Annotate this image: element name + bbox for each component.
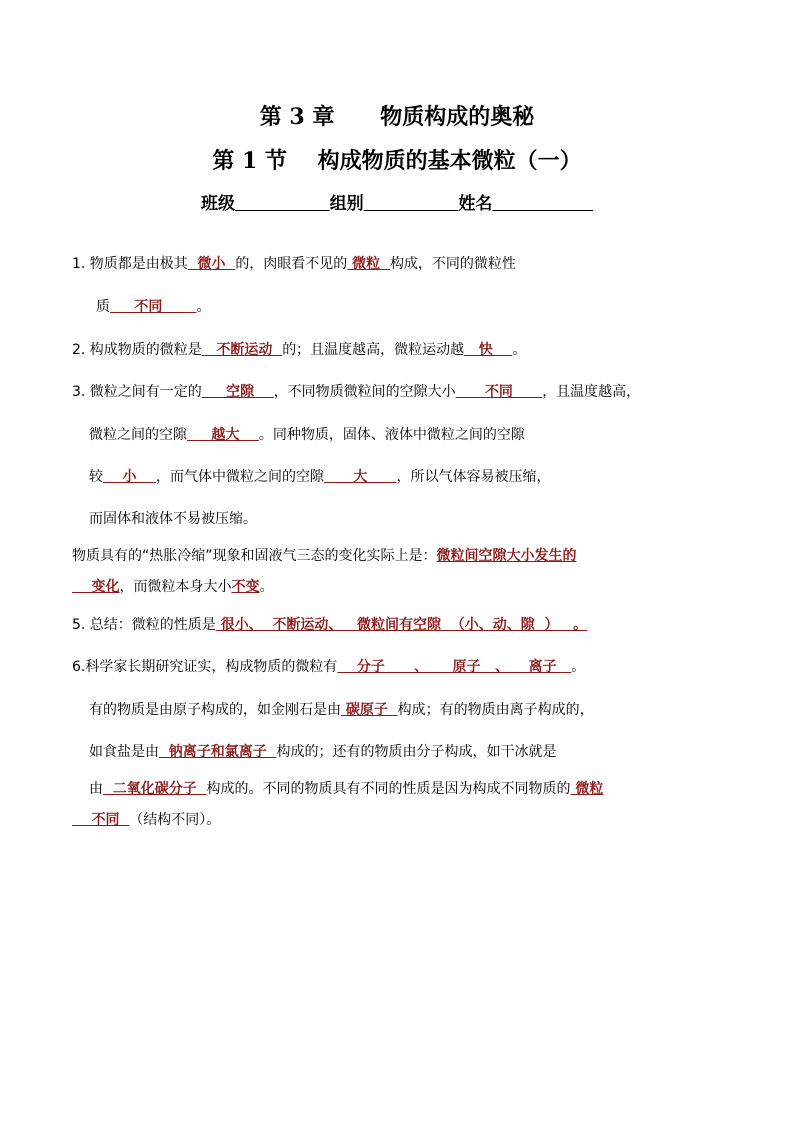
question-3-line-1 xyxy=(72,382,640,402)
question-text: 2. 构成物质的微粒是 xyxy=(72,342,202,358)
question-6-line-2 xyxy=(89,700,594,720)
question-6-line-3 xyxy=(89,742,557,762)
answer-blank: 钠离子和氯离子 xyxy=(159,744,277,760)
answer-blank: 二氧化碳分子 xyxy=(103,781,207,797)
question-text: 构成的；还有的物质由分子构成，如干冰就是 xyxy=(276,744,557,760)
question-5 xyxy=(72,615,587,635)
question-text: （结构不同）。 xyxy=(129,812,221,828)
question-text: 的，肉眼看不见的 xyxy=(235,256,348,272)
answer-blank: 微粒 xyxy=(570,781,604,797)
name-blank[interactable] xyxy=(492,194,593,214)
group-blank[interactable] xyxy=(364,194,459,214)
question-text: 1. 物质都是由极其 xyxy=(72,256,188,272)
student-info-line xyxy=(0,189,794,214)
question-text: 构成；有的物质由离子构成的， xyxy=(397,702,594,718)
answer-blank: 分子 、 原子 、 离子 xyxy=(337,659,572,675)
question-text: 有的物质是由原子构成的，如金刚石是由 xyxy=(89,702,341,718)
answer-blank: 碳原子 xyxy=(341,702,398,718)
question-text: 微粒之间的空隙 xyxy=(89,427,187,443)
answer-blank: 不变 xyxy=(231,579,260,595)
question-4-line-2 xyxy=(72,577,274,597)
answer-blank: 很小、 不断运动、 微粒间有空隙 （小、动、隙 ） 。 xyxy=(215,617,588,633)
chapter-title: 第 3 章 物质构成的奥秘 xyxy=(259,104,535,130)
answer-blank: 不同 xyxy=(455,384,543,400)
question-text: 质 xyxy=(96,299,110,315)
question-1-line-2 xyxy=(96,297,211,317)
question-6-line-4 xyxy=(89,779,603,799)
question-text: 。 xyxy=(259,579,274,595)
question-text: 由 xyxy=(89,781,103,797)
question-text: 构成，不同的微粒性 xyxy=(389,256,516,272)
answer-blank: 不同 xyxy=(72,812,130,828)
question-1-line-1 xyxy=(72,254,516,274)
answer-blank: 不断运动 xyxy=(201,342,283,358)
question-3-line-4 xyxy=(89,509,257,529)
question-6-line-5 xyxy=(72,810,220,830)
class-label: 班级 xyxy=(200,194,235,214)
question-3-line-2 xyxy=(89,425,525,445)
question-text: 6.科学家长期研究证实，构成物质的微粒有 xyxy=(72,659,338,675)
answer-blank: 快 xyxy=(464,342,513,358)
question-text: 较 xyxy=(89,469,103,485)
question-text: 。 xyxy=(571,659,586,675)
question-text: 而固体和液体不易被压缩。 xyxy=(89,511,257,527)
answer-blank: 大 xyxy=(324,469,397,485)
question-text: 的；且温度越高，微粒运动越 xyxy=(282,342,465,358)
question-text: 。 xyxy=(512,342,527,358)
question-text: ，不同物质微粒间的空隙大小 xyxy=(273,384,456,400)
question-text: ，而气体中微粒之间的空隙 xyxy=(156,469,324,485)
question-text: 。同种物质，固体、液体中微粒之间的空隙 xyxy=(258,427,525,443)
group-label: 组别 xyxy=(329,194,364,214)
name-label: 姓名 xyxy=(458,194,493,214)
question-text: 5. 总结：微粒的性质是 xyxy=(72,617,216,633)
class-blank[interactable] xyxy=(235,194,330,214)
section-title: 第 1 节 构成物质的基本微粒（一） xyxy=(212,148,582,174)
question-2 xyxy=(72,340,526,360)
question-4-line-1 xyxy=(72,546,577,566)
answer-blank: 不同 xyxy=(110,299,197,315)
answer-blank: 微粒 xyxy=(347,256,390,272)
question-text: 3. 微粒之间有一定的 xyxy=(72,384,202,400)
question-text: 构成的。不同的物质具有不同的性质是因为构成不同物质的 xyxy=(206,781,571,797)
answer-blank: 越大 xyxy=(187,427,259,443)
question-text: 如食盐是由 xyxy=(89,744,159,760)
answer-blank: 小 xyxy=(103,469,156,485)
question-3-line-3 xyxy=(89,467,551,487)
answer-blank: 空隙 xyxy=(201,384,274,400)
question-text: 。 xyxy=(196,299,211,315)
answer-blank: 微小 xyxy=(187,256,236,272)
question-text: ，所以气体容易被压缩， xyxy=(396,469,551,485)
question-text: 物质具有的“热胀冷缩”现象和固液气三态的变化实际上是： xyxy=(72,548,437,564)
answer-blank: 变化 xyxy=(72,579,120,595)
question-text: ，而微粒本身大小 xyxy=(119,579,232,595)
question-6-line-1 xyxy=(72,657,585,677)
answer-blank: 微粒间空隙大小发生的 xyxy=(436,548,577,564)
question-text: ，且温度越高， xyxy=(542,384,641,400)
